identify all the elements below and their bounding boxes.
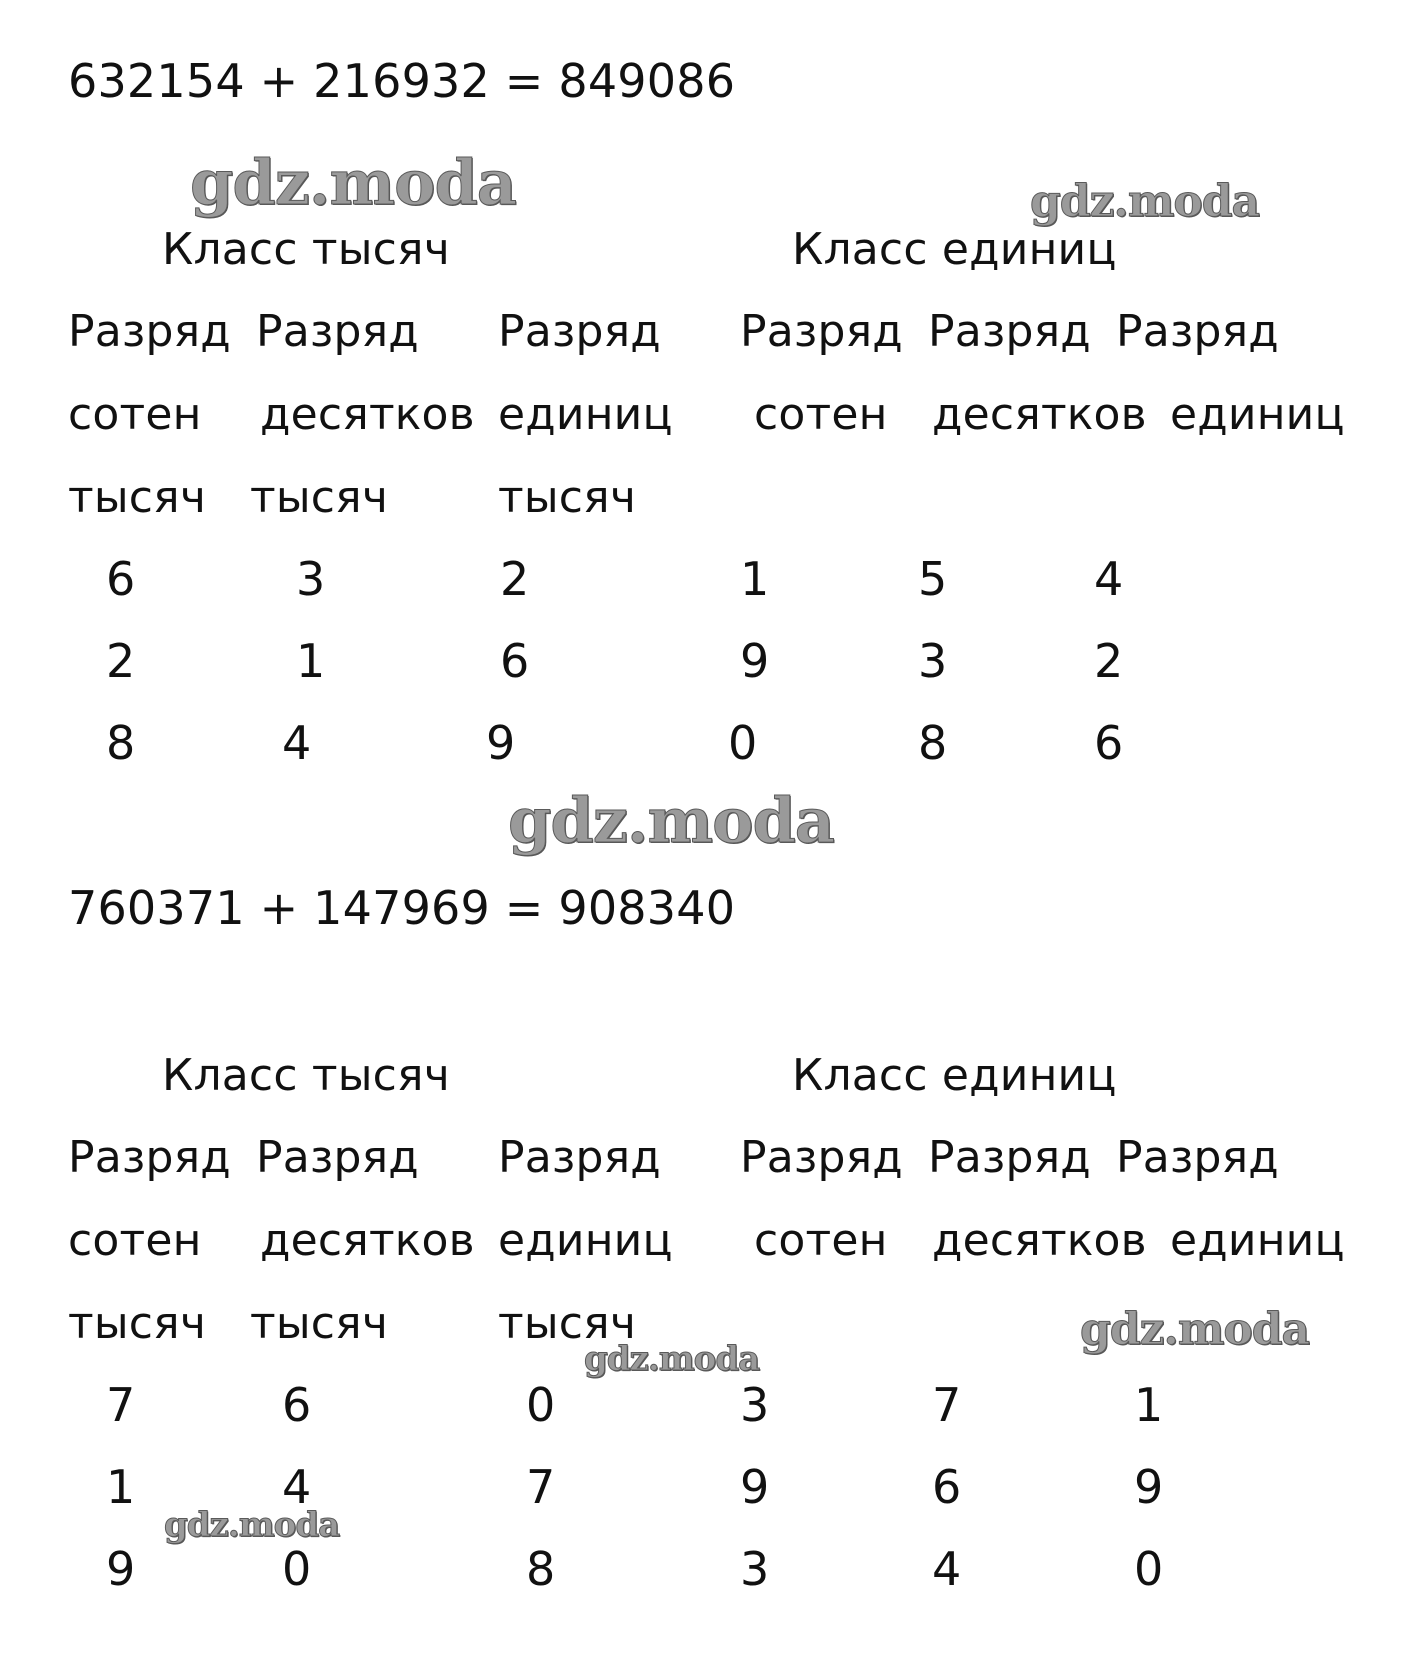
- header-hundreds-thousands-1: Разряд: [68, 306, 231, 357]
- digit-cell: 7: [932, 1378, 962, 1432]
- digit-cell: 3: [918, 634, 948, 688]
- digit-cell: 7: [106, 1378, 136, 1432]
- digit-cell: 1: [106, 1460, 136, 1514]
- equation-1: 632154 + 216932 = 849086: [68, 54, 736, 108]
- watermark-logo: gdz.moda: [508, 784, 834, 857]
- digit-cell: 9: [740, 634, 770, 688]
- header-hundreds-thousands-2-line2: сотен: [68, 1215, 202, 1266]
- digit-cell: 0: [526, 1378, 556, 1432]
- header-tens-thousands-1-line2: десятков: [260, 389, 475, 440]
- digit-cell: 4: [932, 1542, 962, 1596]
- class-thousands-label-2: Класс тысяч: [162, 1050, 450, 1101]
- header-hundreds-2-line2: сотен: [754, 1215, 888, 1266]
- digit-cell: 4: [282, 716, 312, 770]
- digit-cell: 7: [526, 1460, 556, 1514]
- watermark-logo: gdz.moda: [190, 146, 516, 219]
- class-units-label-1: Класс единиц: [792, 224, 1117, 275]
- header-units-1-line2: единиц: [1170, 389, 1345, 440]
- digit-cell: 9: [486, 716, 516, 770]
- header-units-thousands-2-line2: единиц: [498, 1215, 673, 1266]
- header-units-thousands-1: Разряд: [498, 306, 661, 357]
- header-hundreds-thousands-1-line2: сотен: [68, 389, 202, 440]
- header-tens-thousands-1-line3: тысяч: [250, 472, 389, 523]
- header-tens-2-line2: десятков: [932, 1215, 1147, 1266]
- digit-cell: 6: [106, 552, 136, 606]
- digit-cell: 9: [106, 1542, 136, 1596]
- header-units-2-line2: единиц: [1170, 1215, 1345, 1266]
- header-hundreds-thousands-1-line3: тысяч: [68, 472, 207, 523]
- header-hundreds-1: Разряд: [740, 306, 903, 357]
- header-tens-thousands-2: Разряд: [256, 1132, 419, 1183]
- digit-cell: 6: [932, 1460, 962, 1514]
- digit-cell: 5: [918, 552, 948, 606]
- header-units-1: Разряд: [1116, 306, 1279, 357]
- digit-cell: 3: [740, 1542, 770, 1596]
- header-tens-2: Разряд: [928, 1132, 1091, 1183]
- header-units-thousands-2: Разряд: [498, 1132, 661, 1183]
- digit-cell: 8: [526, 1542, 556, 1596]
- header-units-thousands-2-line3: тысяч: [498, 1298, 637, 1349]
- class-units-label-2: Класс единиц: [792, 1050, 1117, 1101]
- digit-cell: 1: [1134, 1378, 1164, 1432]
- digit-cell: 2: [106, 634, 136, 688]
- watermark-logo: gdz.moda: [164, 1505, 340, 1545]
- header-hundreds-thousands-2-line3: тысяч: [68, 1298, 207, 1349]
- digit-cell: 8: [106, 716, 136, 770]
- header-hundreds-2: Разряд: [740, 1132, 903, 1183]
- digit-cell: 9: [740, 1460, 770, 1514]
- watermark-logo: gdz.moda: [1030, 176, 1260, 227]
- header-tens-1: Разряд: [928, 306, 1091, 357]
- equation-2: 760371 + 147969 = 908340: [68, 881, 736, 935]
- digit-cell: 0: [1134, 1542, 1164, 1596]
- digit-cell: 9: [1134, 1460, 1164, 1514]
- header-tens-thousands-1: Разряд: [256, 306, 419, 357]
- header-units-2: Разряд: [1116, 1132, 1279, 1183]
- digit-cell: 1: [740, 552, 770, 606]
- digit-cell: 4: [282, 1460, 312, 1514]
- watermark-logo: gdz.moda: [584, 1339, 760, 1379]
- header-tens-1-line2: десятков: [932, 389, 1147, 440]
- digit-cell: 6: [500, 634, 530, 688]
- digit-cell: 8: [918, 716, 948, 770]
- digit-cell: 4: [1094, 552, 1124, 606]
- digit-cell: 2: [1094, 634, 1124, 688]
- digit-cell: 3: [296, 552, 326, 606]
- header-units-thousands-1-line2: единиц: [498, 389, 673, 440]
- digit-cell: 6: [282, 1378, 312, 1432]
- watermark-logo: gdz.moda: [1080, 1304, 1310, 1355]
- digit-cell: 0: [282, 1542, 312, 1596]
- header-tens-thousands-2-line2: десятков: [260, 1215, 475, 1266]
- header-hundreds-1-line2: сотен: [754, 389, 888, 440]
- digit-cell: 2: [500, 552, 530, 606]
- header-tens-thousands-2-line3: тысяч: [250, 1298, 389, 1349]
- digit-cell: 1: [296, 634, 326, 688]
- digit-cell: 6: [1094, 716, 1124, 770]
- header-hundreds-thousands-2: Разряд: [68, 1132, 231, 1183]
- header-units-thousands-1-line3: тысяч: [498, 472, 637, 523]
- digit-cell: 0: [728, 716, 758, 770]
- digit-cell: 3: [740, 1378, 770, 1432]
- class-thousands-label-1: Класс тысяч: [162, 224, 450, 275]
